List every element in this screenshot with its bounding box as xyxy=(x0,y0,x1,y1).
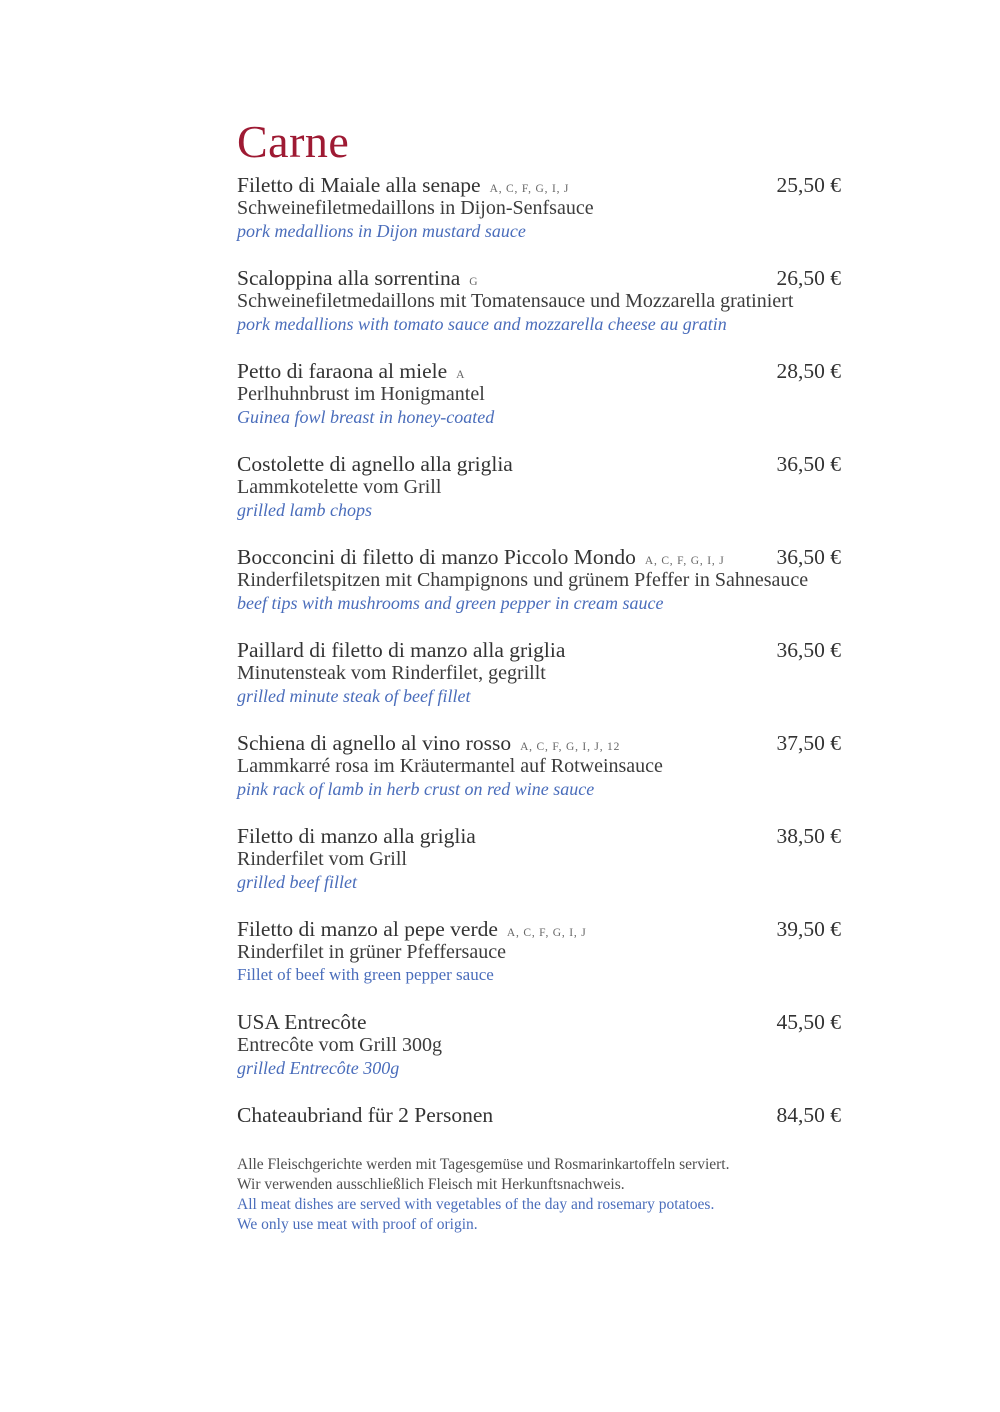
menu-item xyxy=(237,266,841,335)
dish-name: Chateaubriand für 2 Personen xyxy=(237,1103,494,1127)
dish-description-english: Guinea fowl breast in honey-coated xyxy=(237,407,495,427)
dish-name: USA Entrecôte xyxy=(237,1010,367,1034)
dish-name-row xyxy=(237,638,841,662)
dish-name-row xyxy=(237,452,841,476)
dish-price: 36,50 € xyxy=(776,638,841,662)
dish-description-english: grilled minute steak of beef fillet xyxy=(237,686,471,706)
dish-allergens: A, C, F, G, I, J, 12 xyxy=(520,741,621,753)
menu-item xyxy=(237,545,841,614)
dish-price: 25,50 € xyxy=(776,173,841,197)
dish-name: Scaloppina alla sorrentina xyxy=(237,266,461,290)
dish-description-german: Schweinefiletmedaillons mit Tomatensauce und Mozzarella gratiniert xyxy=(237,290,794,312)
dish-price: 36,50 € xyxy=(776,545,841,569)
dish-description-german: Lammkarré rosa im Kräutermantel auf Rotweinsauce xyxy=(237,755,663,777)
dish-description-english: pink rack of lamb in herb crust on red wine sauce xyxy=(237,779,595,799)
footer-line: Alle Fleischgerichte werden mit Tagesgemüse und Rosmarinkartoffeln serviert. xyxy=(237,1156,730,1173)
dish-name: Costolette di agnello alla griglia xyxy=(237,452,513,476)
menu-item xyxy=(237,452,841,521)
menu-item xyxy=(237,731,841,800)
dish-name-row xyxy=(237,173,841,197)
dish-name-row xyxy=(237,731,841,755)
dish-price: 36,50 € xyxy=(776,452,841,476)
dish-description-german: Rinderfilet in grüner Pfeffersauce xyxy=(237,941,506,963)
dish-price: 84,50 € xyxy=(776,1103,841,1127)
dish-price: 38,50 € xyxy=(776,824,841,848)
dish-name: Bocconcini di filetto di manzo Piccolo Mondo xyxy=(237,545,636,569)
dish-price: 37,50 € xyxy=(776,731,841,755)
dish-description-english: pork medallions in Dijon mustard sauce xyxy=(237,221,526,241)
dish-description-english: Fillet of beef with green pepper sauce xyxy=(237,965,494,984)
footer-german-notes xyxy=(237,1155,841,1195)
dish-description-english: grilled Entrecôte 300g xyxy=(237,1058,400,1078)
dish-name: Filetto di manzo alla griglia xyxy=(237,824,476,848)
menu-item xyxy=(237,1103,841,1127)
dish-description-english: grilled lamb chops xyxy=(237,500,372,520)
dish-description-german: Schweinefiletmedaillons in Dijon-Senfsauce xyxy=(237,197,594,219)
menu-item xyxy=(237,824,841,893)
menu-item xyxy=(237,173,841,242)
menu-page xyxy=(237,116,841,1235)
dish-description-english: pork medallions with tomato sauce and mozzarella cheese au gratin xyxy=(237,314,727,334)
dish-name: Paillard di filetto di manzo alla griglia xyxy=(237,638,566,662)
menu-item xyxy=(237,917,841,986)
dish-name-row xyxy=(237,545,841,569)
dish-name-row xyxy=(237,824,841,848)
dish-name-row xyxy=(237,1103,841,1127)
dish-name: Filetto di manzo al pepe verde xyxy=(237,917,498,941)
dish-price: 39,50 € xyxy=(776,917,841,941)
footer-line: We only use meat with proof of origin. xyxy=(237,1216,478,1233)
dish-name: Schiena di agnello al vino rosso xyxy=(237,731,512,755)
dish-description-german: Perlhuhnbrust im Honigmantel xyxy=(237,383,485,405)
dish-description-german: Lammkotelette vom Grill xyxy=(237,476,442,498)
menu-item xyxy=(237,1010,841,1079)
dish-description-german: Rinderfilet vom Grill xyxy=(237,848,407,870)
footer-line: Wir verwenden ausschließlich Fleisch mit Herkunftsnachweis. xyxy=(237,1176,625,1193)
page-title: Carne xyxy=(237,116,350,167)
footer-line: All meat dishes are served with vegetables of the day and rosemary potatoes. xyxy=(237,1196,715,1213)
dish-description-german: Minutensteak vom Rinderfilet, gegrillt xyxy=(237,662,546,684)
dish-allergens: A, C, F, G, I, J xyxy=(506,927,587,939)
dish-description-english: grilled beef fillet xyxy=(237,872,357,892)
dish-allergens: A, C, F, G, I, J xyxy=(489,183,570,195)
dish-name-row xyxy=(237,359,841,383)
menu-item xyxy=(237,359,841,428)
dish-name: Petto di faraona al miele xyxy=(237,359,448,383)
dish-name-row xyxy=(237,917,841,941)
dish-allergens: A xyxy=(456,369,466,381)
dish-price: 26,50 € xyxy=(776,266,841,290)
menu-item xyxy=(237,638,841,707)
dish-name: Filetto di Maiale alla senape xyxy=(237,173,481,197)
dish-allergens: A, C, F, G, I, J xyxy=(644,555,725,567)
dish-allergens: G xyxy=(469,276,479,288)
dish-description-german: Rinderfiletspitzen mit Champignons und grünem Pfeffer in Sahnesauce xyxy=(237,569,809,591)
menu-items xyxy=(237,173,841,1127)
footer-english-notes xyxy=(237,1195,841,1235)
dish-name-row xyxy=(237,266,841,290)
dish-description-german: Entrecôte vom Grill 300g xyxy=(237,1034,442,1056)
dish-price: 28,50 € xyxy=(776,359,841,383)
menu-footer xyxy=(237,1155,841,1235)
dish-description-english: beef tips with mushrooms and green pepper in cream sauce xyxy=(237,593,664,613)
dish-price: 45,50 € xyxy=(776,1010,841,1034)
dish-name-row xyxy=(237,1010,841,1034)
